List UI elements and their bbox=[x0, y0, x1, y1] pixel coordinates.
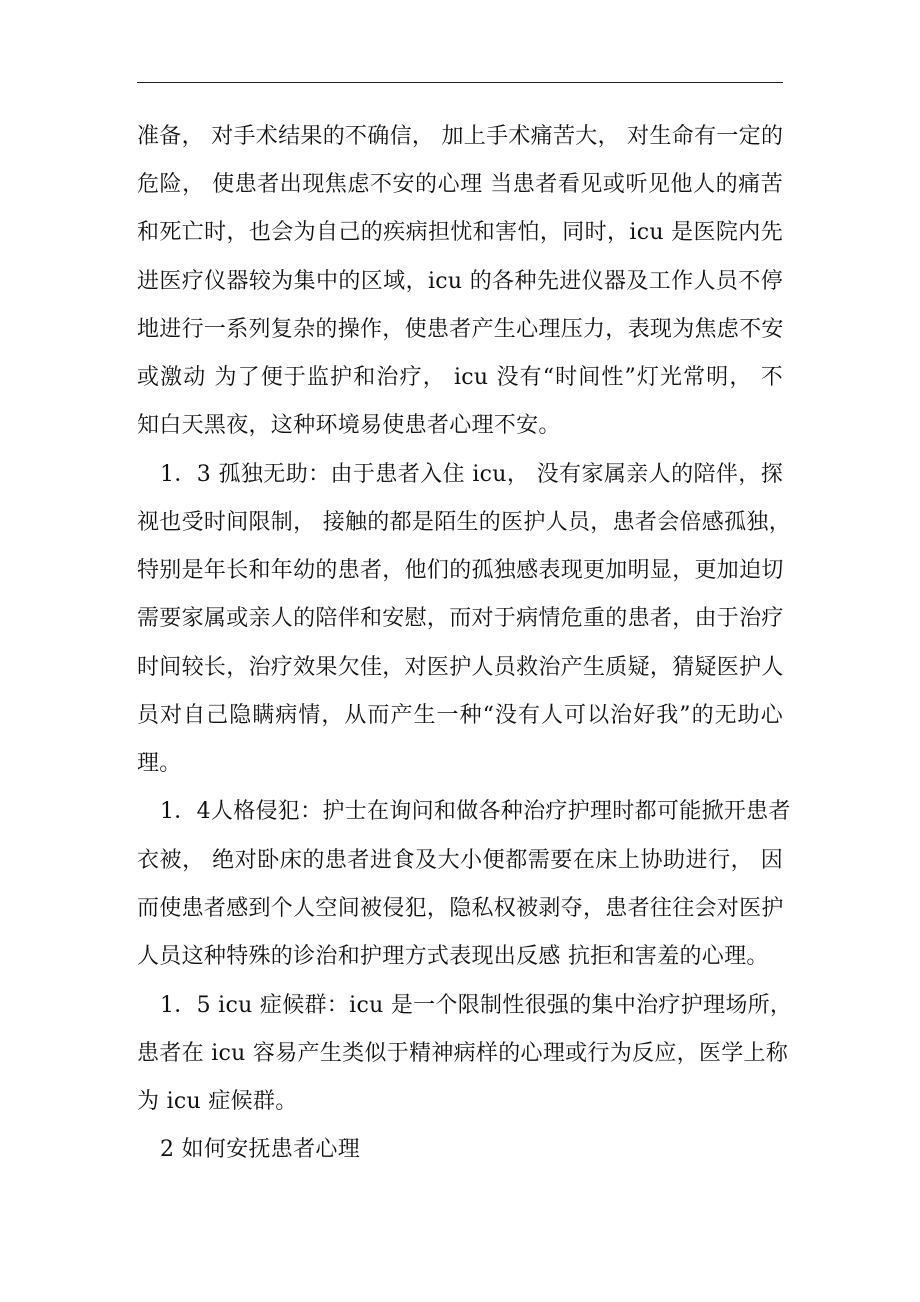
section-heading-1-4: 1．4人格侵犯：护士在询问和做各种治疗护理时都可能掀开患者 bbox=[160, 799, 791, 824]
section-heading-1-3: 1．3 孤独无助：由于患者入住 icu， 没有家属亲人的陪伴，探 bbox=[160, 462, 783, 487]
text-line: 特别是年长和年幼的患者，他们的孤独感表现更加明显，更加迫切 bbox=[137, 558, 784, 583]
text-line: 准备， 对手术结果的不确信， 加上手术痛苦大， 对生命有一定的 bbox=[137, 124, 784, 149]
text-line: 理。 bbox=[137, 751, 182, 776]
text-line: 时间较长，治疗效果欠佳，对医护人员救治产生质疑，猜疑医护人 bbox=[137, 655, 784, 680]
text-line: 视也受时间限制， 接触的都是陌生的医护人员，患者会倍感孤独， bbox=[137, 510, 791, 535]
text-line: 和死亡时，也会为自己的疾病担忧和害怕，同时，icu 是医院内先 bbox=[137, 220, 783, 245]
text-line: 患者在 icu 容易产生类似于精神病样的心理或行为反应，医学上称 bbox=[137, 1041, 789, 1066]
header-rule bbox=[137, 82, 783, 83]
text-line: 危险， 使患者出现焦虑不安的心理 当患者看见或听见他人的痛苦 bbox=[137, 172, 783, 197]
section-heading-1-5: 1．5 icu 症候群：icu 是一个限制性很强的集中治疗护理场所， bbox=[160, 993, 793, 1018]
text-line: 需要家属或亲人的陪伴和安慰，而对于病情危重的患者，由于治疗 bbox=[137, 606, 784, 631]
text-line: 或激动 为了便于监护和治疗， icu 没有“时间性”灯光常明， 不 bbox=[137, 365, 783, 390]
text-line: 地进行一系列复杂的操作，使患者产生心理压力，表现为焦虑不安 bbox=[137, 317, 784, 342]
text-line: 为 icu 症候群。 bbox=[137, 1089, 298, 1114]
text-line: 进医疗仪器较为集中的区域，icu 的各种先进仪器及工作人员不停 bbox=[137, 269, 783, 294]
text-line: 人员这种特殊的诊治和护理方式表现出反感 抗拒和害羞的心理。 bbox=[137, 944, 769, 969]
text-line: 知白天黑夜，这种环境易使患者心理不安。 bbox=[137, 413, 561, 438]
text-line: 衣被， 绝对卧床的患者进食及大小便都需要在床上协助进行， 因 bbox=[137, 848, 783, 873]
text-line: 而使患者感到个人空间被侵犯，隐私权被剥夺，患者往往会对医护 bbox=[137, 896, 784, 921]
section-heading-2: 2 如何安抚患者心理 bbox=[160, 1137, 360, 1162]
text-line: 员对自己隐瞒病情，从而产生一种“没有人可以治好我”的无助心 bbox=[137, 703, 783, 728]
